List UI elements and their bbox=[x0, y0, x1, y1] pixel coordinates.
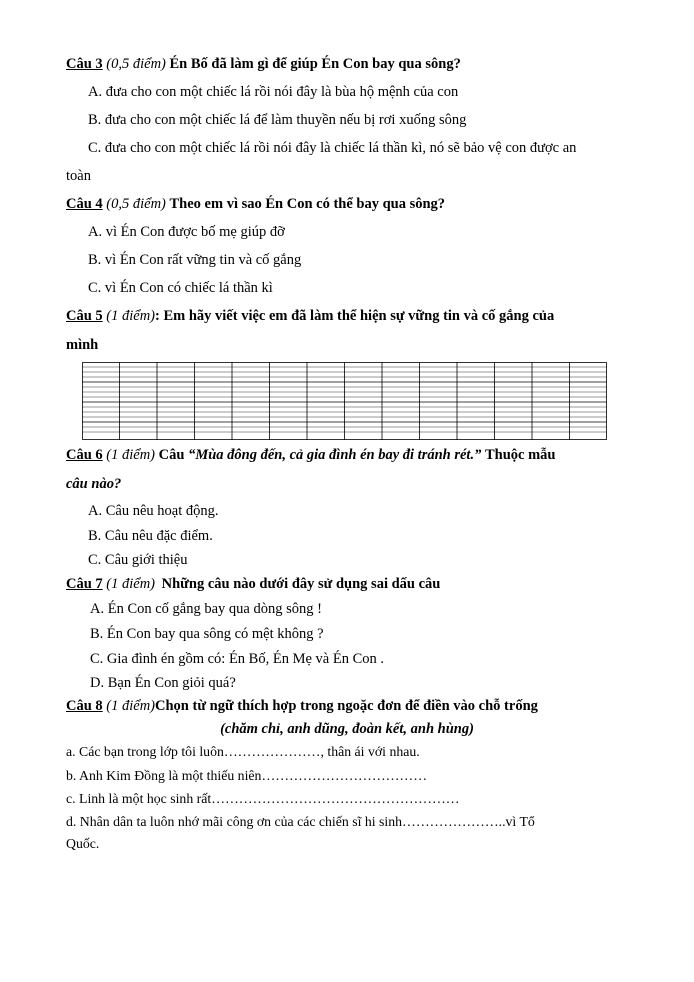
question-6-heading bbox=[66, 446, 555, 464]
question-3-option-a: A. đưa cho con một chiếc lá rồi nói đây là bùa hộ mệnh của con bbox=[88, 84, 459, 100]
question-8-heading bbox=[66, 697, 538, 715]
question-7-label: Câu 7 bbox=[66, 576, 103, 592]
question-3-heading bbox=[66, 55, 461, 73]
question-8-points: (1 điểm) bbox=[106, 698, 156, 714]
question-7-option-a: A. Én Con cố gắng bay qua dòng sông ! bbox=[90, 601, 322, 617]
question-7-option-c: C. Gia đình én gồm có: Én Bố, Én Mẹ và Én Con . bbox=[90, 651, 384, 667]
question-3-text: Én Bố đã làm gì để giúp Én Con bay qua sông? bbox=[169, 56, 461, 72]
question-3-option-c: C. đưa cho con một chiếc lá rồi nói đây là chiếc lá thần kì, nó sẽ bảo vệ con được an bbox=[88, 140, 577, 156]
question-6-quote: “Mùa đông đến, cả gia đình én bay đi tránh rét.” bbox=[188, 447, 482, 463]
question-5-points: (1 điểm) bbox=[106, 308, 156, 324]
question-4-heading bbox=[66, 195, 445, 213]
question-4-option-a: A. vì Én Con được bố mẹ giúp đỡ bbox=[88, 224, 285, 240]
question-8-item-b: b. Anh Kim Đồng là một thiếu niên……………………………… bbox=[66, 768, 428, 783]
question-8-word-bank: (chăm chỉ, anh dũng, đoàn kết, anh hùng) bbox=[220, 721, 474, 737]
question-8-item-d-continued: Quốc. bbox=[66, 836, 100, 851]
question-3-points: (0,5 điểm) bbox=[106, 56, 166, 72]
question-6-text-b: Thuộc mẫu bbox=[484, 447, 556, 463]
question-4-option-c: C. vì Én Con có chiếc lá thần kì bbox=[88, 280, 273, 296]
question-7-text: Những câu nào dưới đây sử dụng sai dấu câu bbox=[161, 576, 441, 592]
question-4-points: (0,5 điểm) bbox=[106, 196, 166, 212]
question-8-item-c: c. Linh là một học sinh rất……………………………………………… bbox=[66, 791, 460, 806]
writing-grid[interactable] bbox=[82, 362, 607, 440]
question-4-text: Theo em vì sao Én Con có thể bay qua sông? bbox=[169, 196, 446, 212]
question-7-option-d: D. Bạn Én Con giỏi quá? bbox=[90, 675, 236, 691]
question-6-option-c: C. Câu giới thiệu bbox=[88, 552, 188, 568]
question-5-text: : Em hãy viết việc em đã làm thể hiện sự vững tin và cố gắng của bbox=[155, 308, 555, 324]
question-6-text: Câu bbox=[158, 447, 185, 463]
question-4-label: Câu 4 bbox=[66, 196, 103, 212]
question-5-text-continued: mình bbox=[66, 337, 99, 353]
question-5-heading bbox=[66, 307, 554, 325]
question-3-option-b: B. đưa cho con một chiếc lá để làm thuyền nếu bị rơi xuống sông bbox=[88, 112, 467, 128]
question-6-text-continued: câu nào? bbox=[66, 476, 122, 492]
question-8-text: Chọn từ ngữ thích hợp trong ngoặc đơn để điền vào chỗ trống bbox=[155, 698, 538, 714]
question-3-option-c-continued: toàn bbox=[66, 168, 91, 184]
question-7-points: (1 điểm) bbox=[106, 576, 156, 592]
question-7-heading bbox=[66, 575, 440, 593]
question-3-label: Câu 3 bbox=[66, 56, 103, 72]
question-6-label: Câu 6 bbox=[66, 447, 103, 463]
question-5-label: Câu 5 bbox=[66, 308, 103, 324]
question-6-option-a: A. Câu nêu hoạt động. bbox=[88, 503, 219, 519]
question-6-points: (1 điểm) bbox=[106, 447, 156, 463]
question-4-option-b: B. vì Én Con rất vững tin và cố gắng bbox=[88, 252, 302, 268]
question-6-option-b: B. Câu nêu đặc điểm. bbox=[88, 528, 213, 544]
question-8-item-d: d. Nhân dân ta luôn nhớ mãi công ơn của các chiến sĩ hi sinh…………………..vì Tổ bbox=[66, 814, 535, 829]
question-8-label: Câu 8 bbox=[66, 698, 103, 714]
question-7-option-b: B. Én Con bay qua sông có mệt không ? bbox=[90, 626, 324, 642]
question-8-item-a: a. Các bạn trong lớp tôi luôn…………………, thân ái với nhau. bbox=[66, 744, 420, 759]
